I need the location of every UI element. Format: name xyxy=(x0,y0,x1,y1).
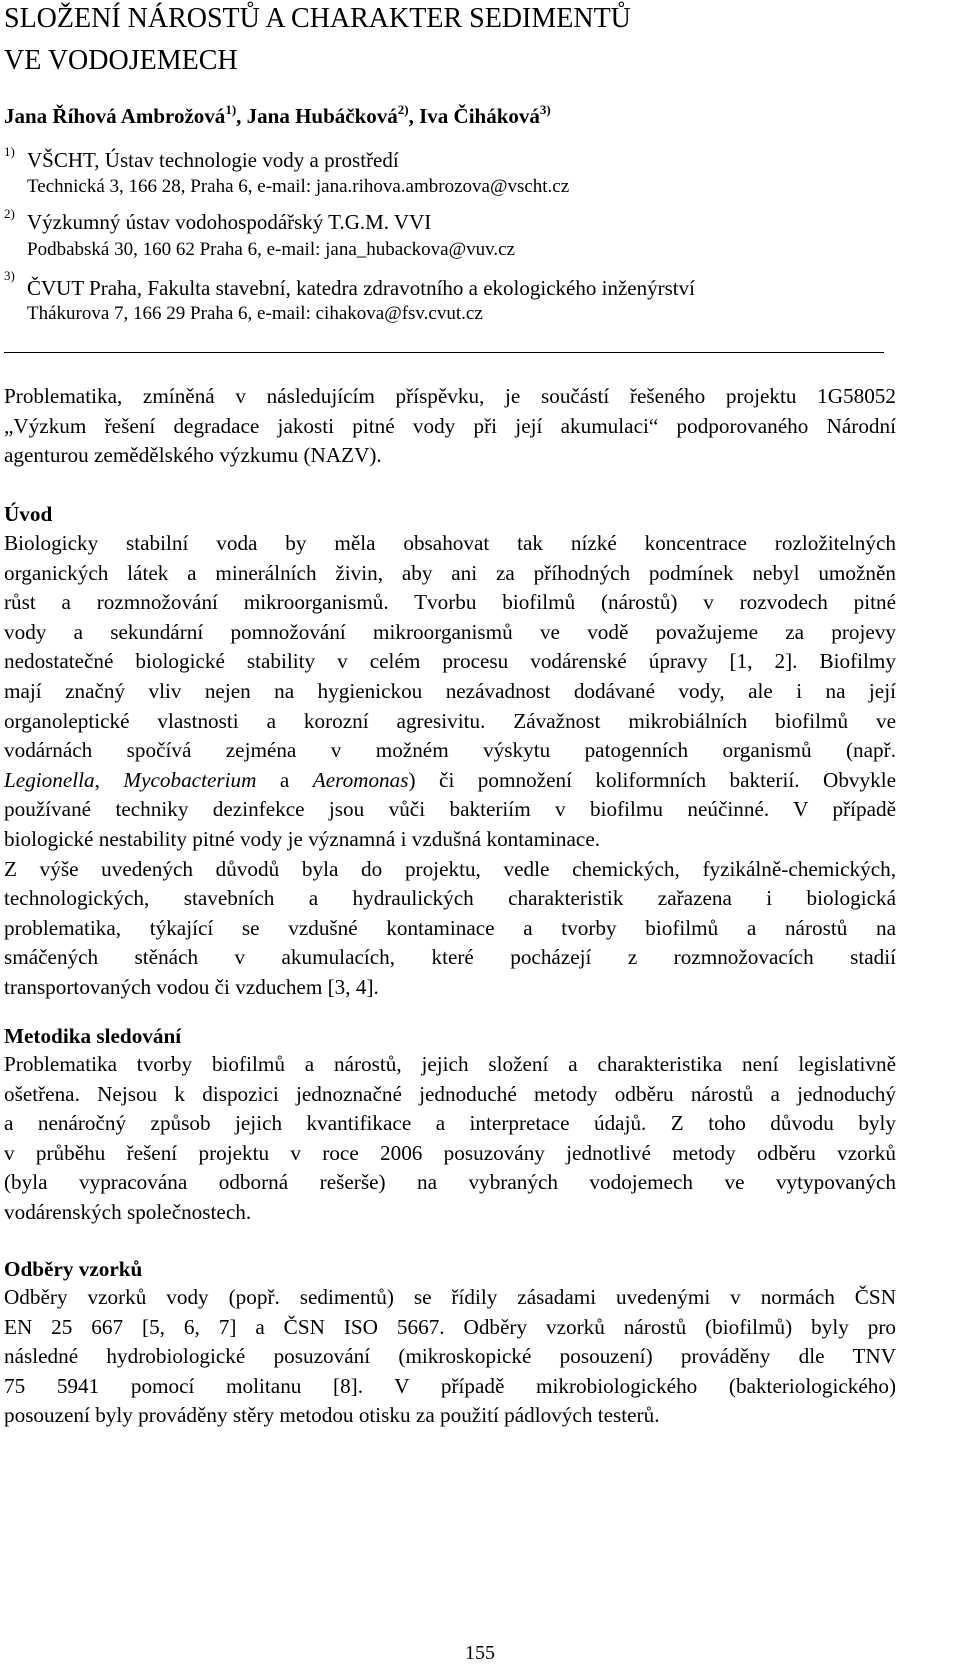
text-line: smáčených stěnách v akumulacích, které pocházejí z rozmnožovacích stadií xyxy=(4,945,896,970)
header-divider xyxy=(4,352,884,353)
author-list xyxy=(4,103,551,129)
text-line: používané techniky dezinfekce jsou vůči bakteriím v biofilmu neúčinné. V případě xyxy=(4,797,896,822)
paper-title-line-1: SLOŽENÍ NÁROSTŮ A CHARAKTER SEDIMENTŮ xyxy=(4,3,631,34)
text-line: vodárnách spočívá zejména v možném výskytu patogenních organismů (např. xyxy=(4,738,896,763)
text-line: růst a rozmnožování mikroorganismů. Tvorbu biofilmů (nárostů) v rozvodech pitné xyxy=(4,590,896,615)
affiliation-number: 1) xyxy=(4,144,15,159)
paper-title-line-2: VE VODOJEMECH xyxy=(4,45,238,76)
species-rest: ) či pomnožení koliformních bakterií. Obvykle xyxy=(408,767,897,792)
text-line: vodárenských společnostech. xyxy=(4,1199,252,1224)
text-line: v průběhu řešení projektu v roce 2006 posuzovány jednotlivé metody odběru vzorků xyxy=(4,1140,896,1165)
odbery-paragraph xyxy=(4,1283,896,1431)
text-line: organických látek a minerálních živin, aby ani za příhodných podmínek nebyl umožněn xyxy=(4,560,896,585)
text-line: Odběry vzorků vody (popř. sedimentů) se řídily zásadami uvedenými v normách ČSN xyxy=(4,1285,896,1309)
text-line: ošetřena. Nejsou k dispozici jednoznačné jednoduché metody odběru nárostů a jednoduchý xyxy=(4,1081,896,1106)
text-line: agenturou zemědělského výzkumu (NAZV). xyxy=(4,443,382,468)
author-name: Jana Hubáčková xyxy=(246,104,398,128)
metodika-paragraph xyxy=(4,1050,896,1228)
section-heading-metodika: Metodika sledování xyxy=(4,1024,182,1048)
section-heading-odbery: Odběry vzorků xyxy=(4,1257,143,1281)
affiliation-address: Thákurova 7, 166 29 Praha 6, e-mail: cihakova@fsv.cvut.cz xyxy=(27,303,483,324)
genus-legionella: Legionella xyxy=(4,767,95,792)
text-line: „Výzkum řešení degradace jakosti pitné vody při její akumulaci“ podporovaného Národní xyxy=(4,413,896,438)
affiliation-number: 3) xyxy=(4,268,15,283)
affiliation-number: 2) xyxy=(4,206,15,221)
species-and: a xyxy=(256,767,313,792)
text-line-species xyxy=(4,766,896,796)
text-line: 75 5941 pomocí molitanu [8]. V případě mikrobiologického (bakteriologického) xyxy=(4,1373,896,1398)
text-line: Problematika, zmíněná v následujícím příspěvku, je součástí řešeného projektu 1G58052 xyxy=(4,384,896,408)
affiliation-address: Podbabská 30, 160 62 Praha 6, e-mail: jana_hubackova@vuv.cz xyxy=(27,239,515,260)
text-line: problematika, týkající se vzdušné kontaminace a tvorby biofilmů a nárostů na xyxy=(4,915,896,940)
text-line: (byla vypracována odborná rešerše) na vybraných vodojemech ve vytypovaných xyxy=(4,1170,896,1195)
author-affiliation-mark: 2) xyxy=(397,102,409,117)
text-line: technologických, stavebních a hydraulických charakteristik zařazena i biologická xyxy=(4,886,896,911)
text-line: Biologicky stabilní voda by měla obsahovat tak nízké koncentrace rozložitelných xyxy=(4,531,896,555)
affiliation-address: Technická 3, 166 28, Praha 6, e-mail: jana.rihova.ambrozova@vscht.cz xyxy=(27,176,570,197)
affiliation-institution: VŠCHT, Ústav technologie vody a prostředí xyxy=(27,148,399,172)
text-line: vody a sekundární pomnožování mikroorganismů ve vodě považujeme za projevy xyxy=(4,619,896,644)
page-number: 155 xyxy=(465,1642,495,1664)
text-line: organoleptické vlastnosti a korozní agresivitu. Závažnost mikrobiálních biofilmů ve xyxy=(4,708,896,733)
text-line: transportovaných vodou či vzduchem [3, 4]. xyxy=(4,974,379,999)
author-separator: , xyxy=(236,104,247,128)
text-line: posouzení byly prováděny stěry metodou otisku za použití pádlových testerů. xyxy=(4,1403,660,1428)
text-line: Z výše uvedených důvodů byla do projektu, vedle chemických, fyzikálně-chemických, xyxy=(4,856,896,881)
species-comma: , xyxy=(94,767,124,792)
author-affiliation-mark: 3) xyxy=(539,102,551,117)
author-separator: , xyxy=(408,104,420,128)
affiliation-institution: Výzkumný ústav vodohospodářský T.G.M. VVI xyxy=(27,210,432,234)
author-affiliation-mark: 1) xyxy=(225,102,237,117)
text-line: EN 25 667 [5, 6, 7] a ČSN ISO 5667. Odběry vzorků nárostů (biofilmů) byly pro xyxy=(4,1314,896,1339)
genus-aeromonas: Aeromonas xyxy=(312,767,409,792)
intro-paragraph xyxy=(4,382,896,471)
text-line: biologické nestability pitné vody je významná i vzdušná kontaminace. xyxy=(4,826,601,851)
genus-mycobacterium: Mycobacterium xyxy=(123,767,257,792)
author-name: Jana Říhová Ambrožová xyxy=(4,104,226,128)
text-line: nedostatečné biologické stability v celém procesu vodárenské úpravy [1, 2]. Biofilmy xyxy=(4,649,896,674)
text-line: Problematika tvorby biofilmů a nárostů, jejich složení a charakteristika není legislativně xyxy=(4,1052,896,1076)
author-name: Iva Čiháková xyxy=(419,104,540,128)
uvod-paragraph xyxy=(4,529,896,1003)
section-heading-uvod: Úvod xyxy=(4,502,53,526)
affiliation-institution: ČVUT Praha, Fakulta stavební, katedra zdravotního a ekologického inženýrství xyxy=(27,276,695,300)
text-line: a nenáročný způsob jejich kvantifikace a interpretace údajů. Z toho důvodu byly xyxy=(4,1111,896,1136)
text-line: mají značný vliv nejen na hygienickou nezávadnost dodávané vody, ale i na její xyxy=(4,678,896,703)
text-line: následné hydrobiologické posuzování (mikroskopické posouzení) prováděny dle TNV xyxy=(4,1344,896,1369)
